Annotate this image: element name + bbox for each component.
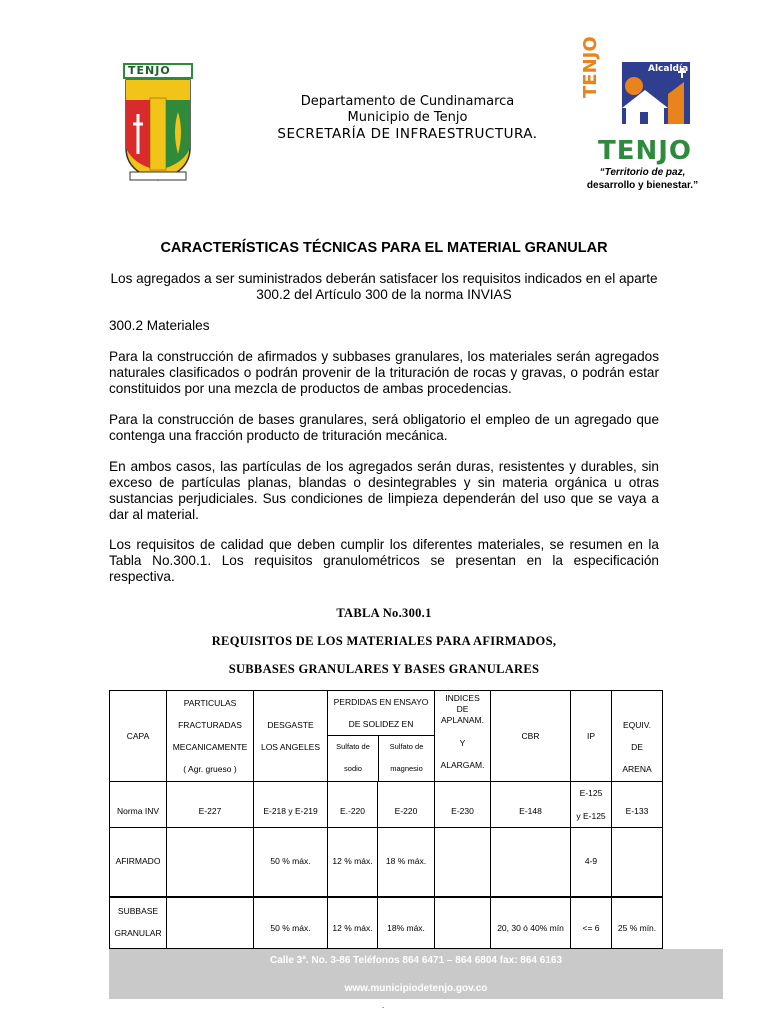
- cell-particulas: [167, 828, 254, 897]
- department-name: Departamento de Cundinamarca: [300, 94, 515, 109]
- table-number: TABLA No.300.1: [336, 606, 432, 620]
- page-footer: [109, 949, 723, 999]
- table-title-line-1: REQUISITOS DE LOS MATERIALES PARA AFIRMADOS,: [211, 634, 557, 648]
- cell-indices: E-230: [435, 782, 491, 828]
- section-heading: 300.2 Materiales: [109, 318, 210, 333]
- requirements-table: [109, 690, 663, 949]
- header-sulfato-magnesio-line-1: Sulfato de: [389, 742, 424, 751]
- header-indices-line-5: ALARGAM.: [440, 760, 485, 770]
- slogan-line-2: desarrollo y bienestar.”: [586, 180, 699, 191]
- cell-ip: 4-9: [571, 828, 612, 897]
- header-particulas-line-1: PARTICULAS: [183, 698, 237, 708]
- cell-indices: [435, 897, 491, 949]
- cell-capa: Norma INV: [110, 782, 167, 828]
- cell-equiv: 25 % mín.: [612, 897, 663, 949]
- header-perdidas-top: [328, 691, 434, 736]
- slogan-line-1: “Territorio de paz,: [599, 167, 686, 178]
- header-indices-line-4: Y: [459, 738, 466, 748]
- header-sulfato-sodio-line-1: Sulfato de: [336, 742, 370, 751]
- cell-particulas: [167, 897, 254, 949]
- table-header-row: [110, 691, 663, 782]
- header-equiv-line-1: EQUIV.: [622, 720, 652, 730]
- footer-website-link[interactable]: www.municipiodetenjo.gov.co: [344, 983, 488, 994]
- table-row-afirmado: [110, 828, 663, 897]
- table-title-line-2: SUBBASES GRANULARES Y BASES GRANULARES: [228, 662, 540, 676]
- paragraph-particulas: En ambos casos, las partículas de los agregados serán duras, resistentes y durables, sin exceso de partículas planas, blandas o desintegrables y sin materia orgánica u otras sustancias perjudiciales. Sus condiciones de limpieza dependerán del uso que se vaya a dar al material.: [109, 459, 659, 522]
- cell-indices: [435, 828, 491, 897]
- header-particulas-line-2: FRACTURADAS: [178, 720, 242, 730]
- secretariat-name: SECRETARÍA DE INFRAESTRUCTURA.: [277, 126, 538, 142]
- header-equiv-line-2: DE: [631, 742, 643, 752]
- cell-ip-line-1: E-125: [579, 787, 603, 798]
- header-indices: [435, 691, 491, 782]
- cell-sodio: E.-220: [328, 782, 378, 828]
- cell-ip: [571, 782, 612, 828]
- footer-dot: .: [382, 1001, 385, 1010]
- header-perdidas-line-1: PERDIDAS EN ENSAYO: [333, 697, 429, 707]
- municipality-name: Municipio de Tenjo: [347, 110, 468, 125]
- cell-cbr: 20, 30 ó 40% mín: [491, 897, 571, 949]
- logo-lettering-side: TENJO: [580, 36, 601, 98]
- header-particulas: [167, 691, 254, 782]
- cell-magnesio: E-220: [378, 782, 435, 828]
- header-desgaste-line-2: LOS ANGELES: [260, 742, 321, 752]
- cell-ip: <= 6: [571, 897, 612, 949]
- header-ip: IP: [571, 691, 612, 782]
- cell-cbr: E-148: [491, 782, 571, 828]
- header-indices-line-2: DE: [456, 704, 469, 714]
- header-equiv: [612, 691, 663, 782]
- cell-ip-line-2: y E-125: [576, 810, 606, 821]
- cell-capa: AFIRMADO: [110, 828, 167, 897]
- header-indices-line-3: APLANAM.: [441, 715, 485, 725]
- header-perdidas: [328, 691, 435, 782]
- cell-capa-line-2: GRANULAR: [114, 928, 162, 939]
- logo-lettering-top: Alcaldía: [648, 64, 689, 74]
- paragraph-requisitos: Los requisitos de calidad que deben cumplir los diferentes materiales, se resumen en la Tabla No.300.1. Los requisitos granulométricos se presentan en la especificación respectiva.: [109, 537, 659, 584]
- cell-desgaste: E-218 y E-219: [254, 782, 328, 828]
- header-sulfato-magnesio-line-2: magnesio: [390, 764, 423, 773]
- cell-cbr: [491, 828, 571, 897]
- header-capa: CAPA: [110, 691, 167, 782]
- intro-paragraph: Los agregados a ser suministrados deberán satisfacer los requisitos indicados en el aparte 300.2 del Artículo 300 de la norma INVIAS: [110, 271, 658, 302]
- header-equiv-line-3: ARENA: [622, 764, 652, 774]
- cell-particulas: E-227: [167, 782, 254, 828]
- cell-capa: [110, 897, 167, 949]
- paragraph-bases: Para la construcción de bases granulares, será obligatorio el empleo de un agregado que contenga una fracción producto de trituración mecánica.: [109, 412, 659, 443]
- header-sulfato-magnesio: [379, 736, 434, 781]
- cell-desgaste: 50 % máx.: [254, 897, 328, 949]
- municipal-slogan: [570, 166, 715, 192]
- header-sulfatos: [328, 736, 434, 781]
- table-row-subbase: [110, 897, 663, 949]
- municipal-shield-logo: [122, 62, 194, 184]
- cell-magnesio: 18% máx.: [378, 897, 435, 949]
- header-cbr: CBR: [491, 691, 571, 782]
- shield-lettering: TENJO: [128, 64, 171, 77]
- cell-equiv: E-133: [612, 782, 663, 828]
- cell-equiv: [612, 828, 663, 897]
- logo-lettering-main: TENJO: [598, 136, 693, 166]
- footer-address: Calle 3ª. No. 3-86 Teléfonos 864 6471 – 864 6804 fax: 864 6163: [269, 955, 563, 966]
- document-title: CARACTERÍSTICAS TÉCNICAS PARA EL MATERIAL GRANULAR: [160, 240, 608, 256]
- organization-header: [240, 94, 575, 142]
- header-desgaste-line-1: DESGASTE: [267, 720, 314, 730]
- table-row-norma: [110, 782, 663, 828]
- cell-capa-line-1: SUBBASE: [117, 906, 159, 917]
- header-sulfato-sodio-line-2: sodio: [344, 764, 362, 773]
- header-indices-line-1: INDICES: [445, 693, 480, 703]
- cell-magnesio: 18 % máx.: [378, 828, 435, 897]
- header-sulfato-sodio: [328, 736, 379, 781]
- cell-desgaste: 50 % máx.: [254, 828, 328, 897]
- paragraph-afirmados: Para la construcción de afirmados y subbases granulares, los materiales serán agregados naturales clasificados o podrán provenir de la trituración de rocas y gravas, o podrán estar constituidos por una mezcla de productos de ambas procedencias.: [109, 349, 659, 396]
- header-perdidas-line-2: DE SOLIDEZ EN: [348, 719, 414, 729]
- header-desgaste: [254, 691, 328, 782]
- cell-sodio: 12 % máx.: [328, 828, 378, 897]
- cell-sodio: 12 % máx.: [328, 897, 378, 949]
- header-particulas-line-4: ( Agr. grueso ): [183, 764, 237, 774]
- header-particulas-line-3: MECANICAMENTE: [172, 742, 248, 752]
